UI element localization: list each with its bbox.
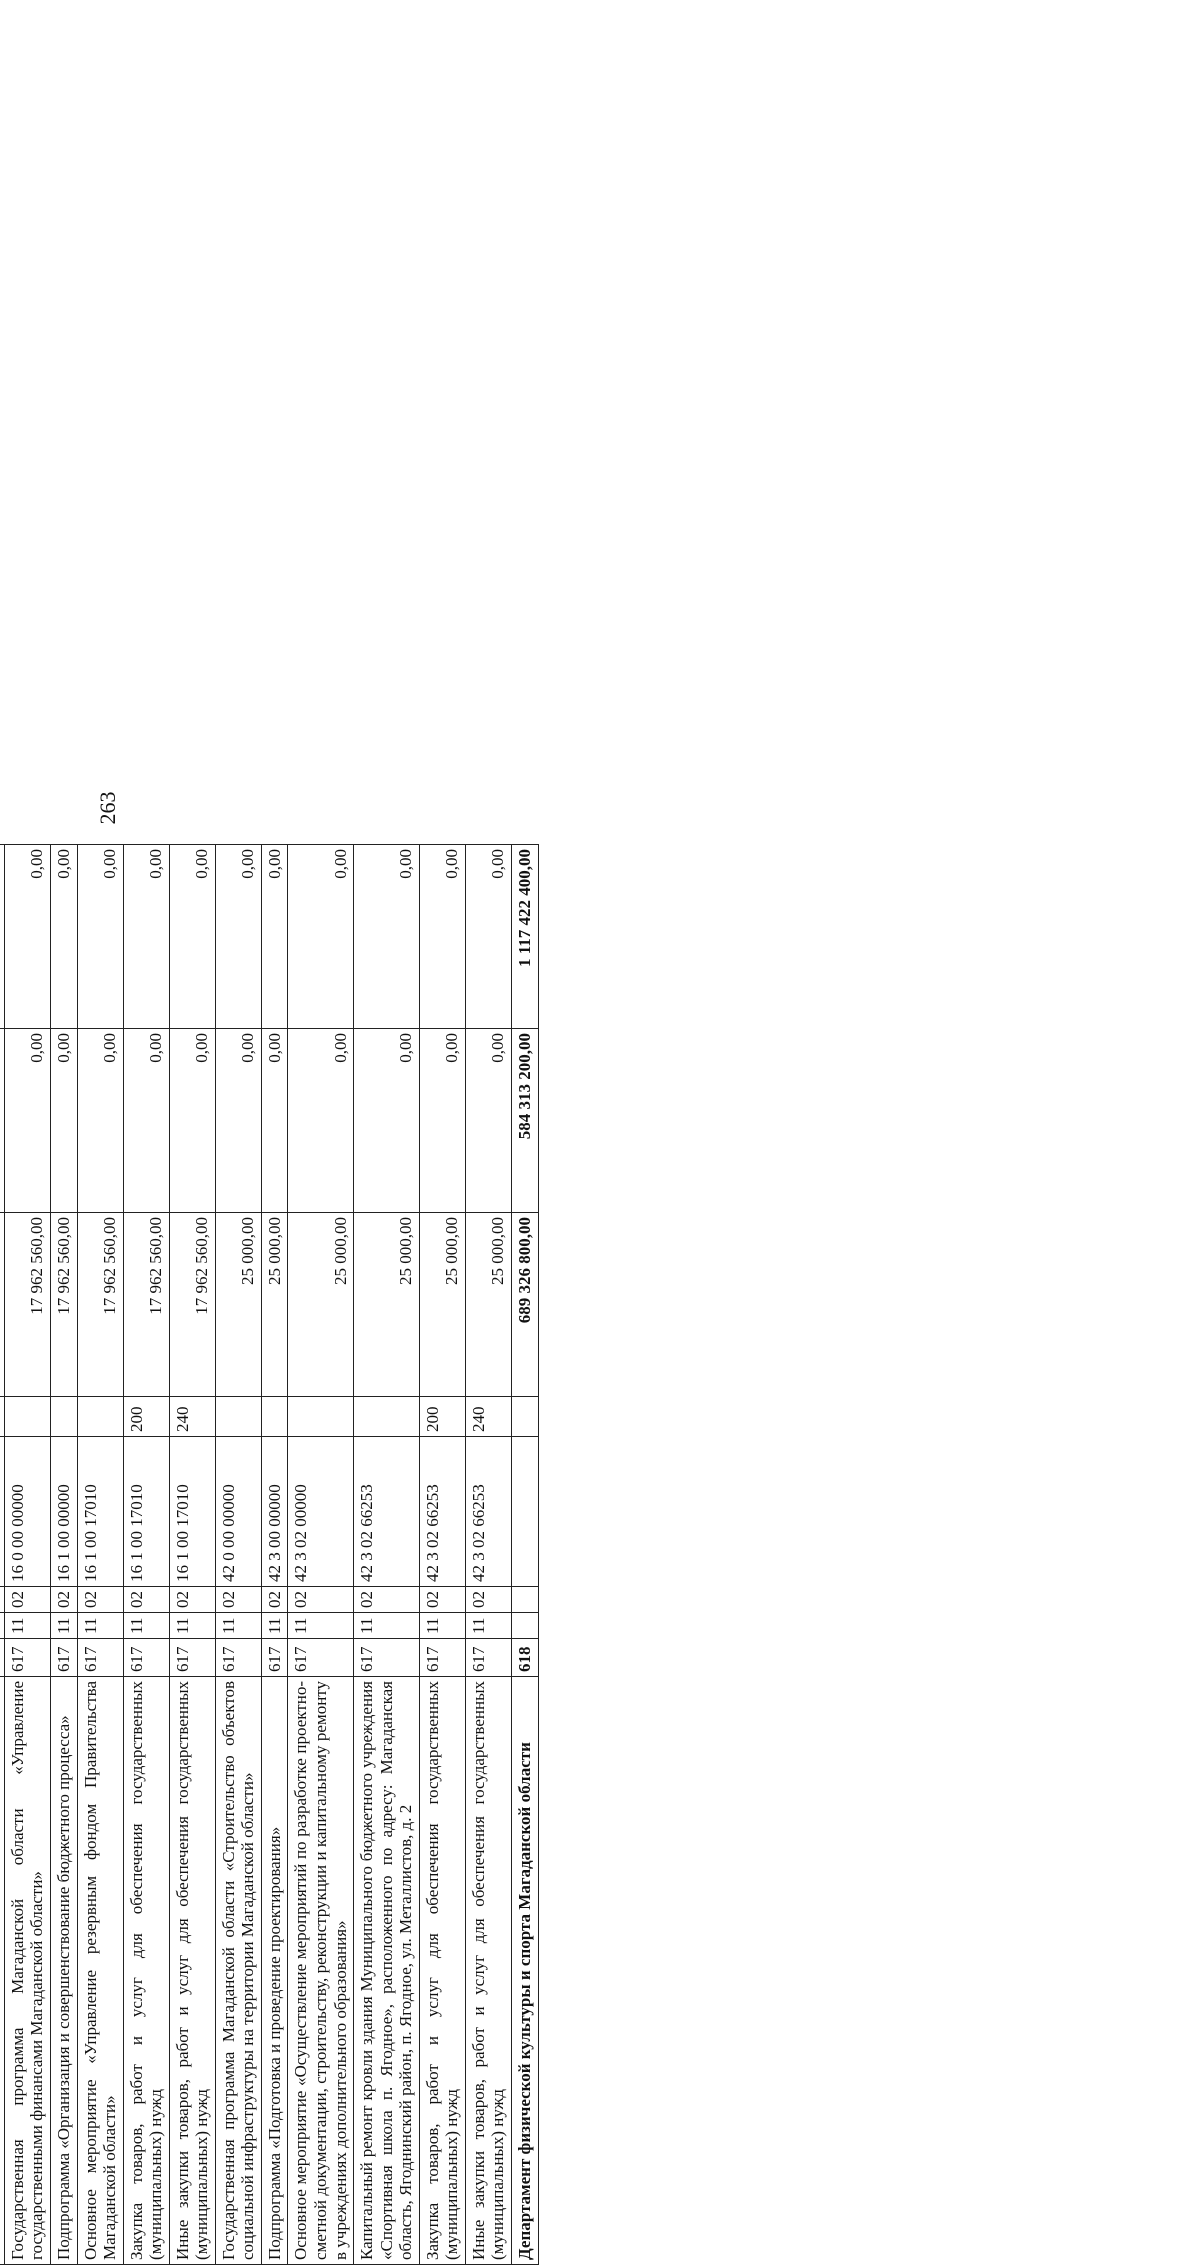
cell-gr: 617 xyxy=(4,1639,50,1677)
cell-rz: 11 xyxy=(77,1613,123,1639)
cell-csr: 42 3 00 00000 xyxy=(261,1437,288,1587)
cell-gr: 617 xyxy=(215,1639,261,1677)
table-row xyxy=(288,844,354,2264)
cell-2023: 25 000,00 xyxy=(215,1213,261,1397)
cell-rz: 11 xyxy=(215,1613,261,1639)
cell-csr: 16 1 00 17010 xyxy=(169,1437,215,1587)
cell-2023: 689 326 800,00 xyxy=(511,1213,538,1397)
cell-2023: 17 962 560,00 xyxy=(51,1213,78,1397)
cell-pr: 02 xyxy=(77,1587,123,1613)
cell-2025: 0,00 xyxy=(354,844,420,1028)
cell-2024: 0,00 xyxy=(4,1029,50,1213)
cell-2023: 25 000,00 xyxy=(288,1213,354,1397)
cell-rz: 11 xyxy=(169,1613,215,1639)
cell-vr: 200 xyxy=(123,1397,169,1437)
cell-2025: 0,00 xyxy=(261,844,288,1028)
table-row xyxy=(261,844,288,2264)
cell-gr: 618 xyxy=(511,1639,538,1677)
cell-2024: 0,00 xyxy=(51,1029,78,1213)
cell-name: Капитальный ремонт кровли здания Муниципального бюджетного учреждения «Спортивная школа п. Ягодное», расположенного по адресу: Магаданская область, Ягоднинский район, п. Ягодное, ул. Металлистов, д. 2 xyxy=(354,1677,420,2265)
table-row xyxy=(51,844,78,2264)
cell-vr xyxy=(511,1397,538,1437)
cell-2025: 0,00 xyxy=(77,844,123,1028)
cell-pr: 02 xyxy=(169,1587,215,1613)
cell-gr: 617 xyxy=(419,1639,465,1677)
cell-vr xyxy=(288,1397,354,1437)
cell-csr: 42 3 02 66253 xyxy=(465,1437,511,1587)
cell-rz: 11 xyxy=(123,1613,169,1639)
table-row xyxy=(77,844,123,2264)
cell-2024: 584 313 200,00 xyxy=(511,1029,538,1213)
cell-2024: 0,00 xyxy=(169,1029,215,1213)
cell-vr xyxy=(261,1397,288,1437)
cell-gr: 617 xyxy=(261,1639,288,1677)
cell-2024: 0,00 xyxy=(215,1029,261,1213)
cell-vr xyxy=(51,1397,78,1437)
cell-csr: 42 0 00 00000 xyxy=(215,1437,261,1587)
cell-csr: 42 3 02 66253 xyxy=(354,1437,420,1587)
cell-rz xyxy=(511,1613,538,1639)
cell-name: Закупка товаров, работ и услуг для обеспечения государственных (муниципальных) нужд xyxy=(419,1677,465,2265)
cell-name: Иные закупки товаров, работ и услуг для обеспечения государственных (муниципальных) нужд xyxy=(169,1677,215,2265)
cell-2023: 17 962 560,00 xyxy=(123,1213,169,1397)
cell-gr: 617 xyxy=(123,1639,169,1677)
cell-name: Подпрограмма «Подготовка и проведение проектирования» xyxy=(261,1677,288,2265)
table-row xyxy=(4,844,50,2264)
cell-pr xyxy=(511,1587,538,1613)
cell-2025: 0,00 xyxy=(288,844,354,1028)
cell-pr: 02 xyxy=(419,1587,465,1613)
cell-pr: 02 xyxy=(354,1587,420,1613)
cell-pr: 02 xyxy=(4,1587,50,1613)
cell-gr: 617 xyxy=(354,1639,420,1677)
cell-vr: 200 xyxy=(419,1397,465,1437)
cell-rz: 11 xyxy=(261,1613,288,1639)
cell-csr: 16 1 00 17010 xyxy=(123,1437,169,1587)
cell-vr xyxy=(354,1397,420,1437)
cell-pr: 02 xyxy=(51,1587,78,1613)
cell-csr: 16 1 00 17010 xyxy=(77,1437,123,1587)
cell-2025: 0,00 xyxy=(215,844,261,1028)
cell-vr: 240 xyxy=(169,1397,215,1437)
table-row xyxy=(511,844,538,2264)
cell-csr: 42 3 02 00000 xyxy=(288,1437,354,1587)
cell-rz: 11 xyxy=(419,1613,465,1639)
cell-rz: 11 xyxy=(51,1613,78,1639)
cell-csr xyxy=(511,1437,538,1587)
cell-gr: 617 xyxy=(169,1639,215,1677)
cell-name: Государственная программа Магаданской области «Управление государственными финансами Магаданской области» xyxy=(4,1677,50,2265)
cell-vr xyxy=(215,1397,261,1437)
cell-pr: 02 xyxy=(288,1587,354,1613)
cell-csr: 16 0 00 00000 xyxy=(4,1437,50,1587)
cell-name: Основное мероприятие «Управление резервным фондом Правительства Магаданской области» xyxy=(77,1677,123,2265)
cell-2024: 0,00 xyxy=(288,1029,354,1213)
page-number: 263 xyxy=(95,791,120,825)
cell-2024: 0,00 xyxy=(123,1029,169,1213)
cell-2023: 25 000,00 xyxy=(465,1213,511,1397)
cell-2025: 0,00 xyxy=(51,844,78,1028)
cell-2025: 1 117 422 400,00 xyxy=(511,844,538,1028)
cell-rz: 11 xyxy=(4,1613,50,1639)
cell-gr: 617 xyxy=(77,1639,123,1677)
budget-table xyxy=(0,844,539,2265)
cell-2023: 17 962 560,00 xyxy=(4,1213,50,1397)
cell-pr: 02 xyxy=(215,1587,261,1613)
cell-2025: 0,00 xyxy=(123,844,169,1028)
table-row xyxy=(465,844,511,2264)
cell-name: Основное мероприятие «Осуществление мероприятий по разработке проектно-сметной документации, строительству, реконструкции и капитальному ремонту в учреждениях дополнительного образования» xyxy=(288,1677,354,2265)
table-row xyxy=(354,844,420,2264)
cell-2024: 0,00 xyxy=(419,1029,465,1213)
cell-csr: 16 1 00 00000 xyxy=(51,1437,78,1587)
cell-2024: 0,00 xyxy=(465,1029,511,1213)
cell-vr xyxy=(4,1397,50,1437)
cell-2024: 0,00 xyxy=(261,1029,288,1213)
cell-name: Закупка товаров, работ и услуг для обеспечения государственных (муниципальных) нужд xyxy=(123,1677,169,2265)
cell-rz: 11 xyxy=(354,1613,420,1639)
cell-rz: 11 xyxy=(288,1613,354,1639)
cell-vr xyxy=(77,1397,123,1437)
cell-2024: 0,00 xyxy=(354,1029,420,1213)
table-row xyxy=(419,844,465,2264)
table-row xyxy=(169,844,215,2264)
cell-2025: 0,00 xyxy=(4,844,50,1028)
cell-name: Иные закупки товаров, работ и услуг для обеспечения государственных (муниципальных) нужд xyxy=(465,1677,511,2265)
cell-pr: 02 xyxy=(261,1587,288,1613)
cell-rz: 11 xyxy=(465,1613,511,1639)
cell-2025: 0,00 xyxy=(169,844,215,1028)
cell-name: Государственная программа Магаданской области «Строительство объектов социальной инфраструктуры на территории Магаданской области» xyxy=(215,1677,261,2265)
cell-vr: 240 xyxy=(465,1397,511,1437)
cell-gr: 617 xyxy=(465,1639,511,1677)
table-row xyxy=(215,844,261,2264)
table-body xyxy=(0,844,538,2264)
cell-name: Подпрограмма «Организация и совершенствование бюджетного процесса» xyxy=(51,1677,78,2265)
table-row xyxy=(123,844,169,2264)
cell-2024: 0,00 xyxy=(77,1029,123,1213)
cell-csr: 42 3 02 66253 xyxy=(419,1437,465,1587)
cell-gr: 617 xyxy=(288,1639,354,1677)
budget-table-sheet xyxy=(0,845,872,2265)
cell-2025: 0,00 xyxy=(419,844,465,1028)
cell-2023: 17 962 560,00 xyxy=(77,1213,123,1397)
cell-pr: 02 xyxy=(465,1587,511,1613)
cell-name: Департамент физической культуры и спорта Магаданской области xyxy=(511,1677,538,2265)
cell-2023: 17 962 560,00 xyxy=(169,1213,215,1397)
cell-2023: 25 000,00 xyxy=(261,1213,288,1397)
cell-pr: 02 xyxy=(123,1587,169,1613)
cell-2023: 25 000,00 xyxy=(419,1213,465,1397)
cell-gr: 617 xyxy=(51,1639,78,1677)
cell-2023: 25 000,00 xyxy=(354,1213,420,1397)
cell-2025: 0,00 xyxy=(465,844,511,1028)
